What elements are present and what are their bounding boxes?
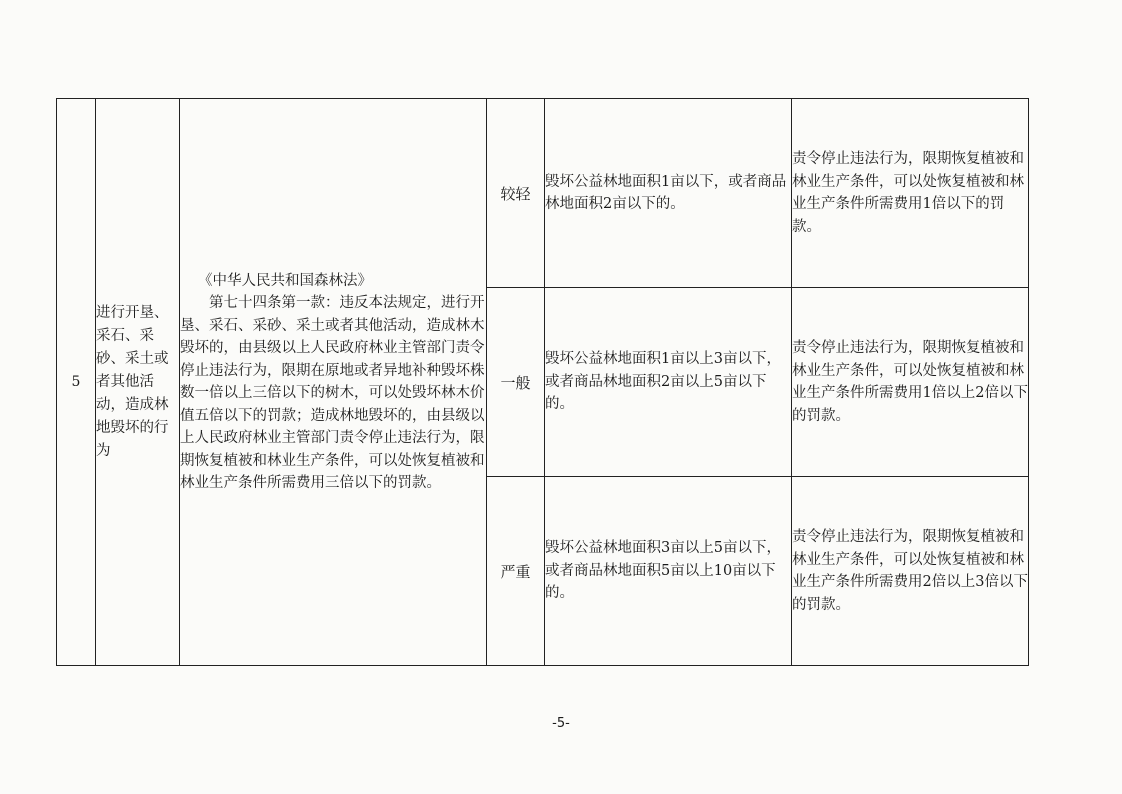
law-article: 第七十四条第一款：违反本法规定，进行开垦、采石、采砂、采土或者其他活动，造成林木毁坏的，由县级以上人民政府林业主管部门责令停止违法行为，限期在原地或者异地补种毁坏株数一倍以上三倍以下的树木，可以处毁坏林木价值五倍以下的罚款；造成林地毁坏的，由县级以上人民政府林业主管部门责令停止违法行为，限期恢复植被和林业生产条件，可以处恢复植被和林业生产条件所需费用三倍以下的罚款。 xyxy=(180,295,485,491)
law-title: 《中华人民共和国森林法》 xyxy=(198,272,372,289)
severity-level: 较轻 xyxy=(487,99,545,288)
penalty-standard: 责令停止违法行为，限期恢复植被和林业生产条件，可以处恢复植被和林业生产条件所需费用2倍以上3倍以下的罚款。 xyxy=(792,477,1029,666)
page-number: -5- xyxy=(552,716,570,731)
violation-circumstance: 毁坏公益林地面积3亩以上5亩以下，或者商品林地面积5亩以上10亩以下的。 xyxy=(545,477,792,666)
penalty-standard: 责令停止违法行为，限期恢复植被和林业生产条件，可以处恢复植被和林业生产条件所需费用1倍以上2倍以下的罚款。 xyxy=(792,288,1029,477)
legal-basis xyxy=(180,99,487,666)
severity-level: 严重 xyxy=(487,477,545,666)
table-row xyxy=(57,99,1029,288)
violation-circumstance: 毁坏公益林地面积1亩以上3亩以下，或者商品林地面积2亩以上5亩以下的。 xyxy=(545,288,792,477)
penalty-discretion-table xyxy=(56,98,1029,666)
violation-conduct: 进行开垦、采石、采砂、采土或者其他活动，造成林地毁坏的行为 xyxy=(96,99,180,666)
row-number: 5 xyxy=(57,99,96,666)
penalty-standard: 责令停止违法行为，限期恢复植被和林业生产条件，可以处恢复植被和林业生产条件所需费用1倍以下的罚款。 xyxy=(792,99,1029,288)
severity-level: 一般 xyxy=(487,288,545,477)
violation-circumstance: 毁坏公益林地面积1亩以下，或者商品林地面积2亩以下的。 xyxy=(545,99,792,288)
